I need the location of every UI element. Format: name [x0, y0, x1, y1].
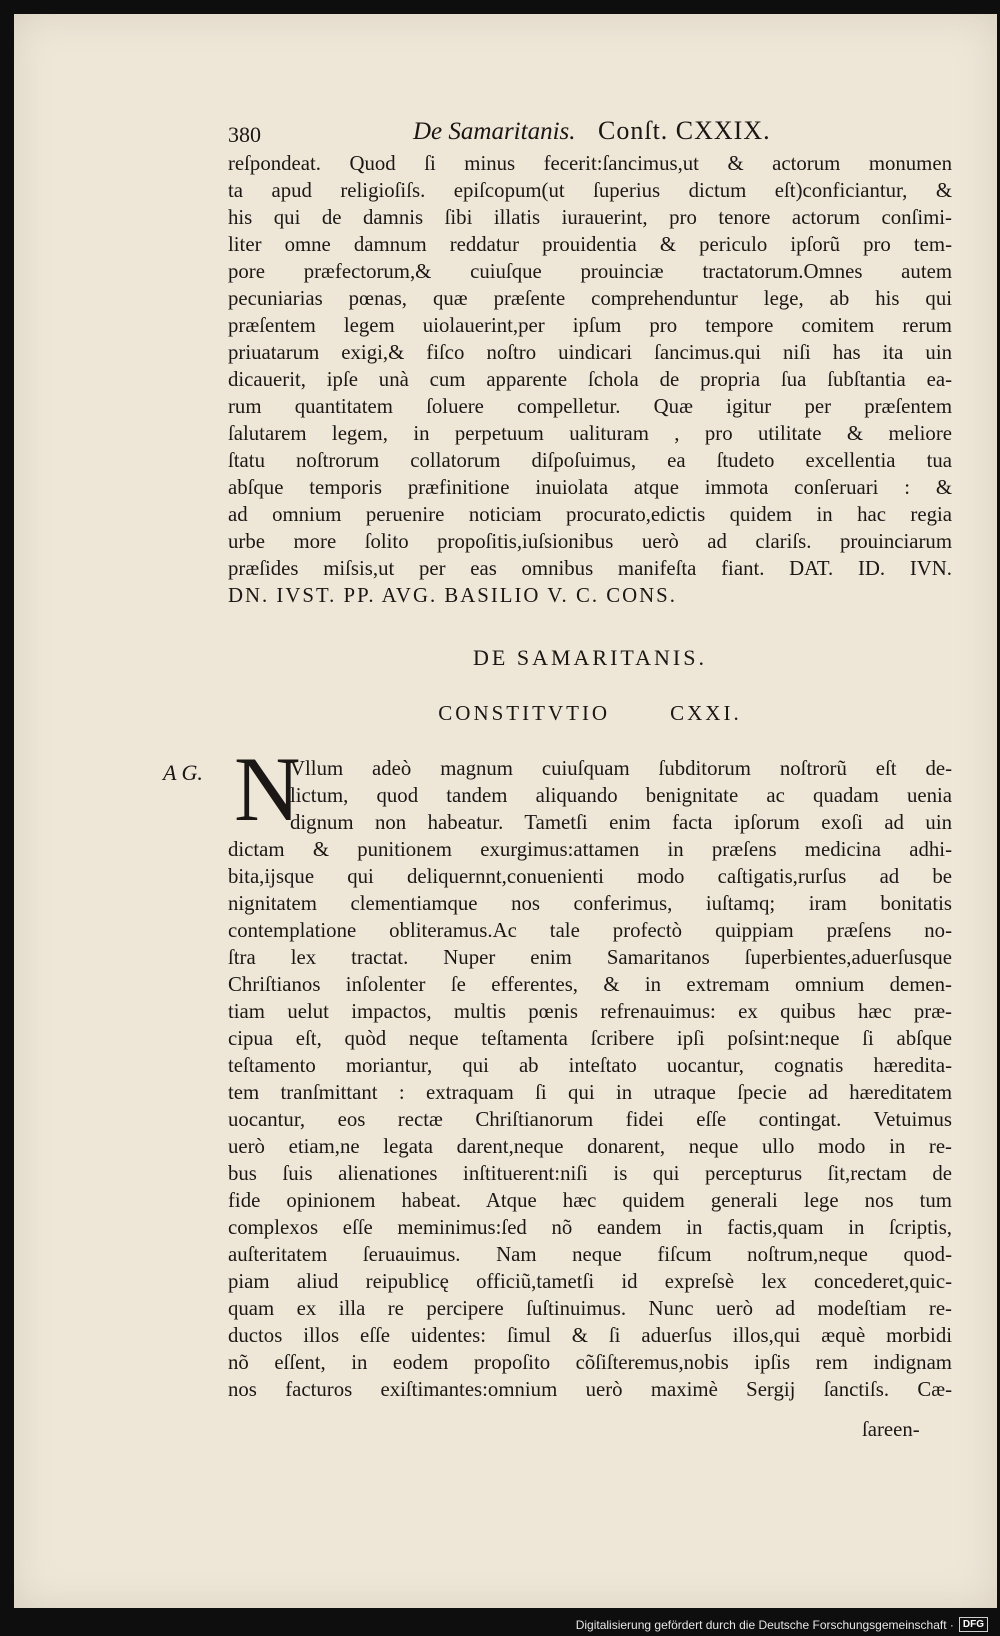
- text-line: præſides miſsis,ut per eas omnibus manifeſta fiant. DAT. ID. IVN.: [228, 557, 952, 580]
- text-line: ad omnium peruenire noticiam procurato,edictis quidem in hac regia: [228, 503, 952, 526]
- text-block-previous-constitution: [228, 150, 952, 609]
- text-line: nos facturos exiſtimantes:omnium uerò maximè Sergij ſanctiſs. Cæ-: [228, 1378, 952, 1401]
- text-line: ſtatu noſtrorum collatorum diſpoſuimus, ea ſtudeto excellentia tua: [228, 449, 952, 472]
- catchword: ſareen-: [862, 1418, 920, 1441]
- text-line: auſteritatem ſeruauimus. Nam neque fiſcum noſtrum,neque quod-: [228, 1243, 952, 1266]
- text-line: dicauerit, ipſe unà cum apparente ſchola de propria ſua ſubſtantia ea-: [228, 368, 952, 391]
- text-line-date: DN. IVST. PP. AVG. BASILIO V. C. CONS.: [228, 584, 677, 607]
- text-line: rum quantitatem ſoluere compelletur. Quæ igitur per præſentem: [228, 395, 952, 418]
- section-heading: DE SAMARITANIS.: [473, 645, 707, 670]
- text-line: uocantur, eos rectæ Chriſtianorum fidei eſſe contingat. Vetuimus: [228, 1108, 952, 1131]
- credit-text: Digitalisierung gefördert durch die Deutsche Forschungsgemeinschaft ·: [575, 1617, 954, 1632]
- text-line: tem tranſmittant : extraquam ſi qui in utraque ſpecie ad hæreditatem: [228, 1081, 952, 1104]
- text-line: reſpondeat. Quod ſi minus fecerit:ſancimus,ut & actorum monumen: [228, 152, 952, 175]
- text-line: Vllum adeò magnum cuiuſquam ſubditorum noſtrorũ eſt de-: [290, 757, 952, 780]
- text-line: ſalutarem legem, in perpetuum ualituram , pro utilitate & meliore: [228, 422, 952, 445]
- text-line: fide opinionem habeat. Atque hæc quidem generali lege nos tum: [228, 1189, 952, 1212]
- text-line: nõ eſſent, in eodem propoſito cõſiſteremus,nobis ipſis rem indignam: [228, 1351, 952, 1374]
- text-line: priuatarum exigi,& fiſco noſtro uindicari ſancimus.qui niſi has ita uin: [228, 341, 952, 364]
- text-line: cipua eſt, quòd neque teſtamenta ſcribere ipſi poſsint:neque ſi abſque: [228, 1027, 952, 1050]
- dfg-logo[interactable]: DFG: [959, 1617, 988, 1632]
- text-line: his qui de damnis ſibi illatis iurauerint, pro tenore actorum conſimi-: [228, 206, 952, 229]
- text-line: abſque temporis præfinitione inuiolata atque immota conſeruari : &: [228, 476, 952, 499]
- constitution-heading: [228, 701, 952, 726]
- text-line: quam ex illa re percipere ſuſtinuimus. Nunc uerò ad modeſtiam re-: [228, 1297, 952, 1320]
- drop-cap: N: [234, 738, 301, 840]
- text-line: pore præfectorum,& cuiuſque prouinciæ tractatorum.Omnes autem: [228, 260, 952, 283]
- text-line: lictum, quod tandem aliquando benignitate ac quadam uenia: [290, 784, 952, 807]
- text-line: complexos eſſe meminimus:ſed nõ eandem in factis,quam in ſcriptis,: [228, 1216, 952, 1239]
- running-title: De Samaritanis.: [413, 118, 576, 145]
- text-line: liter omne damnum reddatur prouidentia & periculo ipſorũ pro tem-: [228, 233, 952, 256]
- text-line: ta apud religioſiſs. epiſcopum(ut ſuperius dictum eſt)conficiantur, &: [228, 179, 952, 202]
- text-line: Chriſtianos inſolenter ſe efferentes, & in extremam omnium demen-: [228, 973, 952, 996]
- text-line: ſtra lex tractat. Nuper enim Samaritanos ſuperbientes,aduerſusque: [228, 946, 952, 969]
- text-line: dictam & punitionem exurgimus:attamen in præſens medicina adhi-: [228, 838, 952, 861]
- text-line: pecuniarias pœnas, quæ præſente comprehenduntur lege, ab his qui: [228, 287, 952, 310]
- text-line: bus ſuis alienationes inſtituerent:niſi is qui percepturus ſit,rectam de: [228, 1162, 952, 1185]
- constitution-number: Conſt. CXXIX.: [598, 116, 771, 145]
- text-line: piam aliud reipublicę officiũ,tametſi id expreſsè lex concederet,quic-: [228, 1270, 952, 1293]
- text-line: uerò etiam,ne legata darent,neque donarent, neque ullo modo in re-: [228, 1135, 952, 1158]
- running-head: [228, 114, 788, 150]
- page-number: 380: [228, 122, 261, 147]
- text-line: præſentem legem uiolauerint,per ipſum pro tempore comitem rerum: [228, 314, 952, 337]
- constitution-label: CONSTITVTIO: [438, 701, 611, 725]
- digitization-credit: [576, 1617, 988, 1632]
- text-line: bita,ijsque qui deliquernnt,conuenienti modo caſtigatis,rurſus ad be: [228, 865, 952, 888]
- text-line: urbe more ſolito propoſitis,iuſsionibus uerò ad clariſs. prouinciarum: [228, 530, 952, 553]
- margin-note: A G.: [163, 760, 203, 785]
- text-line: teſtamento moriantur, qui ab inteſtato uocantur, cognatis hæredita-: [228, 1054, 952, 1077]
- text-block-constitution-cxxi: [228, 755, 952, 1403]
- text-line: tiam uelut impactos, multis pœnis refrenauimus: ex quibus hæc præ-: [228, 1000, 952, 1023]
- constitution-heading-number: CXXI.: [670, 701, 742, 725]
- text-line: contemplatione obliteramus.Ac tale profectò quippiam præſens no-: [228, 919, 952, 942]
- text-line: nignitatem clementiamque nos conferimus, iuſtamq; iram bonitatis: [228, 892, 952, 915]
- text-line: dignum non habeatur. Tametſi enim facta ipſorum exoſi ad uin: [290, 811, 952, 834]
- text-line: ductos illos eſſe uidentes: ſimul & ſi aduerſus illos,qui æquè morbidi: [228, 1324, 952, 1347]
